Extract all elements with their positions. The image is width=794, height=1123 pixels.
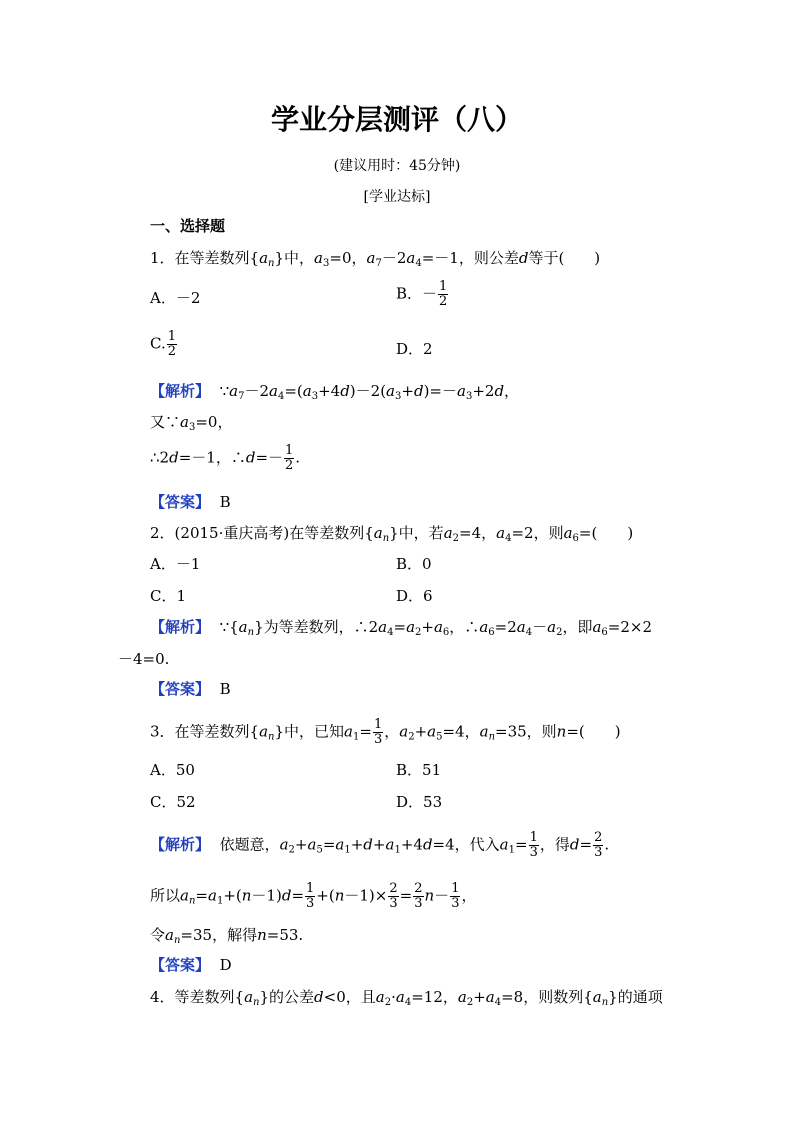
q2-option-b: B．0 [396,555,432,573]
q3-option-d: D．53 [396,793,443,811]
section-bracket: [学业达标] [363,189,431,205]
q3-option-b: B．51 [396,761,442,779]
q1-analysis-line3: ∴2d=－1，∴d=－ $\frac{1}{2}$ . [150,443,301,473]
q2-option-d: D．6 [396,587,433,605]
q1-option-d: D．2 [396,340,433,358]
q1-analysis-line2: 又$\because a_3=0$， [150,413,233,433]
q2-stem: 2．(2015·重庆高考)在等差数列$\{a_n\}$中，若$a_2=4$，$a_4=2$，则$a_6=$( ) [150,524,634,544]
q1-option-c: C. $\frac{1}{2}$ [150,329,176,359]
section-heading: 一、选择题 [150,217,226,235]
time-note: (建议用时：45分钟) [333,158,461,174]
q2-answer: 【答案】 B [150,680,231,698]
q3-answer: 【答案】 D [150,956,232,974]
q1-option-a: A．－2 [150,289,201,307]
q1-option-b: B．－ $\frac{1}{2}$ [396,279,448,309]
q3-analysis-line2: 所以$a_n=a_1+(n-1)d=$ $\frac{1}{3}$ +(n－1)× $\frac{2}{3}$ = $\frac{2}{3}$ n－ $\frac{1}{3}$ ， [150,881,477,911]
q3-option-c: C．52 [150,793,196,811]
q3-option-a: A．50 [150,761,195,779]
q1-analysis-line1: 【解析】 $\because a_7-2a_4=(a_3+4d)-2(a_3+d)=-a_3+2d$， [150,382,520,402]
q3-analysis-line1: 【解析】 依题意，$a_2+a_5=a_1+d+a_1+4d=4$，代入$a_1=$ $\frac{1}{3}$ ，得d= $\frac{2}{3}$ . [150,830,610,860]
q2-option-a: A．－1 [150,555,201,573]
q1-answer: 【答案】 B [150,493,231,511]
q4-stem: 4．等差数列$\{a_n\}$的公差d<0，且$a_2\cdot a_4=12$，$a_2+a_4=8$，则数列$\{a_n\}$的通项 [150,988,663,1008]
q2-analysis-line1: 【解析】 $\because\{a_n\}$为等差数列，$\therefore 2a_4=a_2+a_6$，$\therefore a_6=2a_4-a_2$，即$a_6=2\times 2$ [150,618,653,638]
q2-option-c: C．1 [150,587,187,605]
page-title: 学业分层测评（八） [270,103,523,136]
q2-analysis-line2: －4=0. [118,650,170,668]
q3-analysis-line3: 令$a_n=35$，解得n=53. [150,926,304,946]
q1-stem: 1．在等差数列$\{a_n\}$中，$a_3=0$，$a_7-2a_4=-1$，则公差d等于( ) [150,249,601,269]
q3-stem: 3．在等差数列$\{a_n\}$中，已知$a_1=$ $\frac{1}{3}$ ，$a_2+a_5=4$，$a_n=35$，则n=( ) [150,717,621,747]
